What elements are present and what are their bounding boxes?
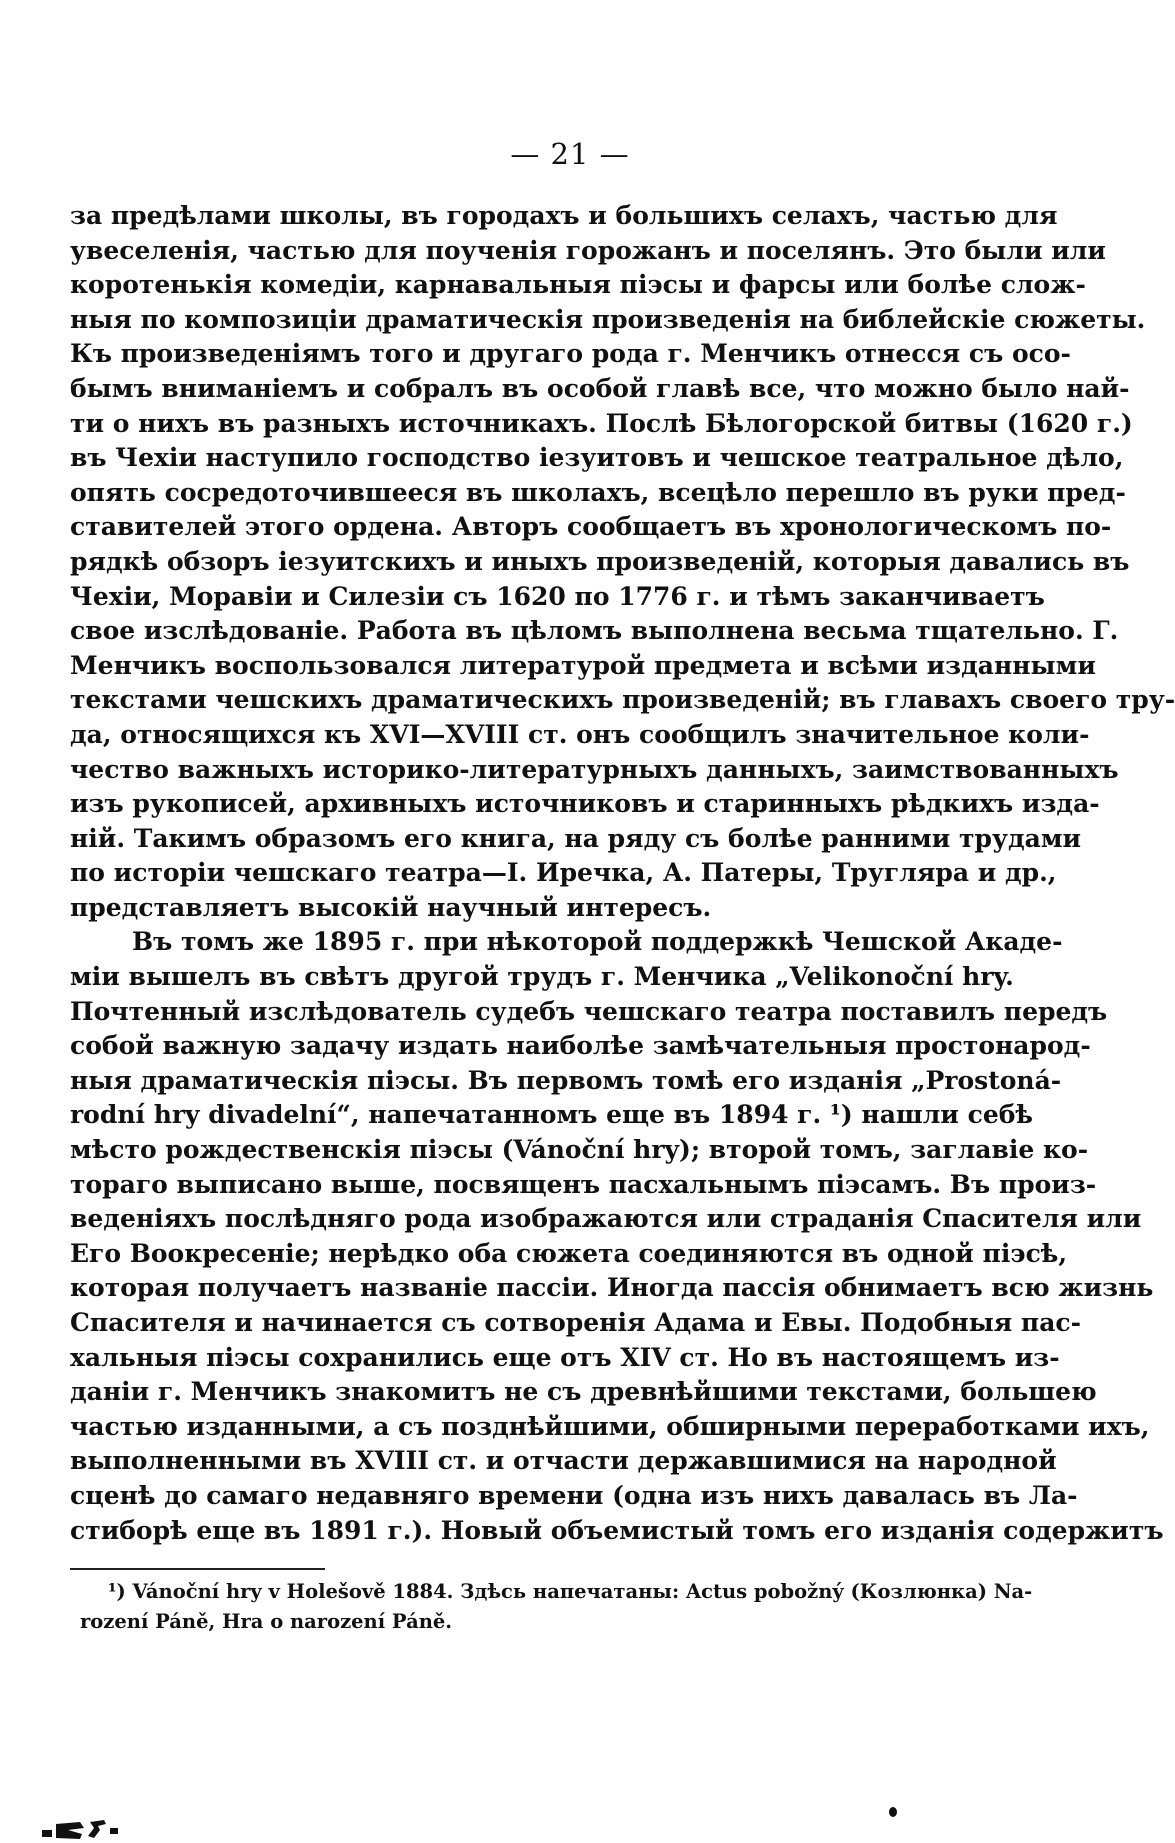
text-line: изъ рукописей, архивныхъ источниковъ и старинныхъ рѣдкихъ изда-: [70, 789, 1100, 819]
text-line: Чехіи, Моравіи и Силезіи съ 1620 по 1776 г. и тѣмъ заканчиваетъ: [70, 581, 1045, 611]
text-line: ныя драматическія піэсы. Въ первомъ томѣ его изданія „Prostoná-: [70, 1065, 1062, 1095]
text-line: Его Воокресеніе; нерѣдко оба сюжета соединяются въ одной піэсѣ,: [70, 1238, 1068, 1268]
text-line: Спасителя и начинается съ сотворенія Адама и Евы. Подобныя пас-: [70, 1308, 1082, 1337]
text-line: веденіяхъ послѣдняго рода изображаются или страданія Спасителя или: [70, 1204, 1142, 1234]
text-line: rodní hry divadelní“, напечатанномъ еще въ 1894 г. ¹) нашли себѣ: [70, 1100, 1034, 1130]
text-line: ставителей этого ордена. Авторъ сообщаетъ въ хронологическомъ по-: [70, 512, 1112, 542]
text-line: Къ произведеніямъ того и другаго рода г. Менчикъ отнесся съ осо-: [70, 339, 1071, 369]
footnote-line: ¹) Vánoční hry v Holešově 1884. Здѣсь напечатаны: Actus pobožný (Козлюнка) Na-: [108, 1580, 1033, 1603]
text-line: тораго выписано выше, посвященъ пасхальнымъ піэсамъ. Въ произ-: [70, 1169, 1097, 1199]
text-line: сценѣ до самаго недавняго времени (одна изъ нихъ давалась въ Ла-: [70, 1480, 1078, 1510]
text-line: частью изданными, а съ позднѣйшими, обширными переработками ихъ,: [70, 1411, 1150, 1441]
text-line: въ Чехіи наступило господство іезуитовъ и чешское театральное дѣло,: [70, 443, 1124, 473]
text-line: свое изслѣдованіе. Работа въ цѣломъ выполнена весьма тщательно. Г.: [70, 616, 1119, 646]
text-line: Менчикъ воспользовался литературой предмета и всѣми изданными: [70, 650, 1096, 680]
text-line: увеселенія, частью для поученія горожанъ и поселянъ. Это были или: [70, 235, 1106, 265]
text-line: ти о нихъ въ разныхъ источникахъ. Послѣ Бѣлогорской битвы (1620 г.): [70, 408, 1133, 438]
print-mark-bottom-left: [40, 1818, 148, 1840]
text-line: даніи г. Менчикъ знакомитъ не съ древнѣйшими текстами, большею: [70, 1377, 1097, 1407]
text-line: за предѣлами школы, въ городахъ и большихъ селахъ, частью для: [70, 201, 1058, 230]
text-line: ныя по композиціи драматическія произведенія на библейскіе сюжеты.: [70, 304, 1146, 334]
main-text: [70, 199, 1175, 1548]
paragraph-end-line: представляетъ высокій научный интересъ.: [70, 892, 712, 922]
text-line: міи вышелъ въ свѣтъ другой трудъ г. Менчика „Velikonoční hry.: [70, 962, 1014, 992]
text-line: выполненными въ XVIII ст. и отчасти державшимися на народной: [70, 1446, 1057, 1476]
footnote-divider: [70, 1568, 325, 1570]
text-line: текстами чешскихъ драматическихъ произведеній; въ главахъ своего тру-: [70, 685, 1175, 715]
text-line: да, относящихся къ XVI—XVIII ст. онъ сообщилъ значительное коли-: [70, 719, 1090, 749]
text-line: мѣсто рождественскія піэсы (Vánoční hry); второй томъ, заглавіе ко-: [70, 1135, 1089, 1165]
text-line: стиборѣ еще въ 1891 г.). Новый объемистый томъ его изданія содержитъ: [70, 1515, 1164, 1545]
text-line: которая получаетъ названіе пассіи. Иногда пассія обнимаетъ всю жизнь: [70, 1273, 1154, 1303]
text-line: коротенькія комедіи, карнавальныя піэсы и фарсы или болѣе слож-: [70, 270, 1086, 300]
text-line: чество важныхъ историко-литературныхъ данныхъ, заимствованныхъ: [70, 754, 1119, 784]
print-mark-bottom-right: [888, 1806, 898, 1818]
text-line: Почтенный изслѣдователь судебъ чешскаго театра поставилъ передъ: [70, 996, 1108, 1026]
text-line: хальныя піэсы сохранились еще отъ XIV ст. Но въ настоящемъ из-: [70, 1342, 1060, 1372]
page-number: — 21 —: [510, 137, 630, 171]
paragraph-start-line: Въ томъ же 1895 г. при нѣкоторой поддержкѣ Чешской Акаде-: [132, 927, 1063, 957]
text-line: ній. Такимъ образомъ его книга, на ряду съ болѣе ранними трудами: [70, 823, 1082, 853]
footnotes: [80, 1577, 1033, 1637]
text-line: собой важную задачу издать наиболѣе замѣчательныя простонарод-: [70, 1031, 1091, 1061]
text-line: бымъ вниманіемъ и собралъ въ особой главѣ все, что можно было най-: [70, 373, 1130, 403]
text-line: опять сосредоточившееся въ школахъ, всецѣло перешло въ руки пред-: [70, 477, 1126, 507]
text-line: по исторіи чешскаго театра—І. Иречка, А. Патеры, Труглярa и др.,: [70, 858, 1057, 888]
footnote-line: rození Páně, Hra o narození Páně.: [80, 1610, 453, 1633]
text-line: рядкѣ обзоръ іезуитскихъ и иныхъ произведеній, которыя давались въ: [70, 546, 1130, 576]
